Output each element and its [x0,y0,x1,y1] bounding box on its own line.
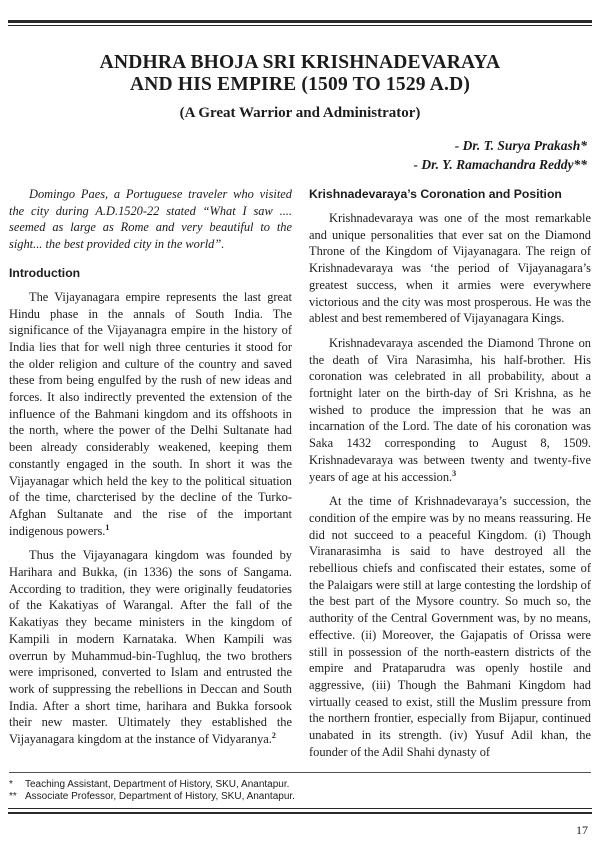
coronation-paragraph-2: Krishnadevaraya ascended the Diamond Throne on the death of Vira Narasimha, his half-brother. His coronation was celebrated in all probability, about a fortnight later on the birth-day of Sri Krishna, as he wished to produce the impression that he was an incarnation of the Lord. The date of his coronation was Saka 1432 corresponding to August 8, 1509. Krishnadevaraya was between twenty and twenty-five years of age at his accession.$^3$ [309,335,591,484]
coronation-paragraph-1: Krishnadevaraya was one of the most remarkable and unique personalities that ever sat on the Diamond Throne of the Kingdom of Vijayanagara. The reign of Krishnadevaraya was ‘the period of Vijayanagara’s greatest success, when it armies were everywhere victorious and the city was most prosperous. He was the ablest and best remembered of Vijayanagara Kings. [309,211,591,326]
title-line-1: ANDHRA BHOJA SRI KRISHNADEVARAYA [99,52,501,73]
article-subtitle: (A Great Warrior and Administrator) [179,105,421,121]
footnote-ref-1[interactable]: 1 [105,522,110,532]
epigraph-quote: Domingo Paes, a Portuguese traveler who visited the city during A.D.1520-22 stated “What I saw .... seemed as large as Rome and very beautiful to the sight... the best provided city in the world”. [9,187,292,252]
section-heading-coronation: Krishnadevaraya’s Coronation and Position [309,187,562,201]
page-number: 17 [576,823,588,837]
footnote-ref-3[interactable]: 3 [452,468,457,478]
left-column [9,186,292,756]
section-heading-introduction: Introduction [9,265,81,280]
intro-paragraph-2: Thus the Vijayanagara kingdom was founded by Harihara and Bukka, (in 1336) the sons of Sangama. According to tradition, they were originally feudatories of the Kakatiyas of Warangal. After the fall of the Kakatiyas they became ministers in the kingdom of Kampili in modern Karnataka. When Kampili was overrun by Muhammud-bin-Tughluq, the two brothers were imprisoned, converted to Islam and entrusted the work of suppressing the rebellions in Deccan and South India. After a short time, harihara and Bukka forsook their new master. Ultimately they established the Vijayanagara kingdom at the instance of Vidyaranya.$^2$ [9,548,292,747]
footnote-ref-2[interactable]: 2 [271,730,276,740]
coronation-paragraph-3: At the time of Krishnadevaraya’s succession, the condition of the empire was by no means reassuring. He did not succeed to a peaceful Kingdom. (i) Though Viranarasimha is said to have destroyed all the rebellious chiefs and confiscated their estates, some of the Palaigars were still at large contesting the lordship of the best part of the Mysore country. So much so, the authority of the Central Government was, by no means, effective. (ii) Moreover, the Gajapatis of Orissa were still in possession of the north-eastern districts of the empire and Prataparudra was openly hostile and aggressive, (iii) Though the Bahmani Kingdom had virtually ceased to exist, still the Muslim pressure from the northern frontier, especially from Bijapur, continued unabated in its strength. (iv) Yusuf Adil khan, the founder of the Adil Shahi dynasty of [309,494,591,759]
article-title [0,52,600,96]
author-block [413,136,587,174]
intro-paragraph-1: The Vijayanagara empire represents the last great Hindu phase in the annals of South India. The significance of the Vijayanagra empire in the history of India lies that for well nigh three centuries it stood for the older religion and culture of the country and saved these from being engulfed by the rush of new ideas and forces. It also indirectly prevented the extension of the influence of the Bahmani kingdom and its offshoots in the north, where the power of the Delhi Sultanate had been already considerably weakened, keeping them constantly engaged in the south. In short it was the Vijayanagar which held the key to the political situation of the time, charcterised by the decline of the Turko-Afghan Sultanate and the rise of the important indigenous powers.$^1$ [9,289,292,538]
author-2: - Dr. Y. Ramachandra Reddy** [413,157,587,172]
title-line-2: AND HIS EMPIRE (1509 TO 1529 A.D) [129,74,471,95]
author-1: - Dr. T. Surya Prakash* [454,138,587,153]
footnote-item: ** Associate Professor, Department of History, SKU, Anantapur. [9,791,295,802]
top-rule [8,20,592,23]
article-header [0,52,600,122]
footnote-divider [9,772,591,773]
bottom-rule [8,812,592,814]
footnotes [9,779,295,803]
footnote-item: * Teaching Assistant, Department of History, SKU, Anantapur. [9,779,290,790]
right-column [309,186,591,769]
